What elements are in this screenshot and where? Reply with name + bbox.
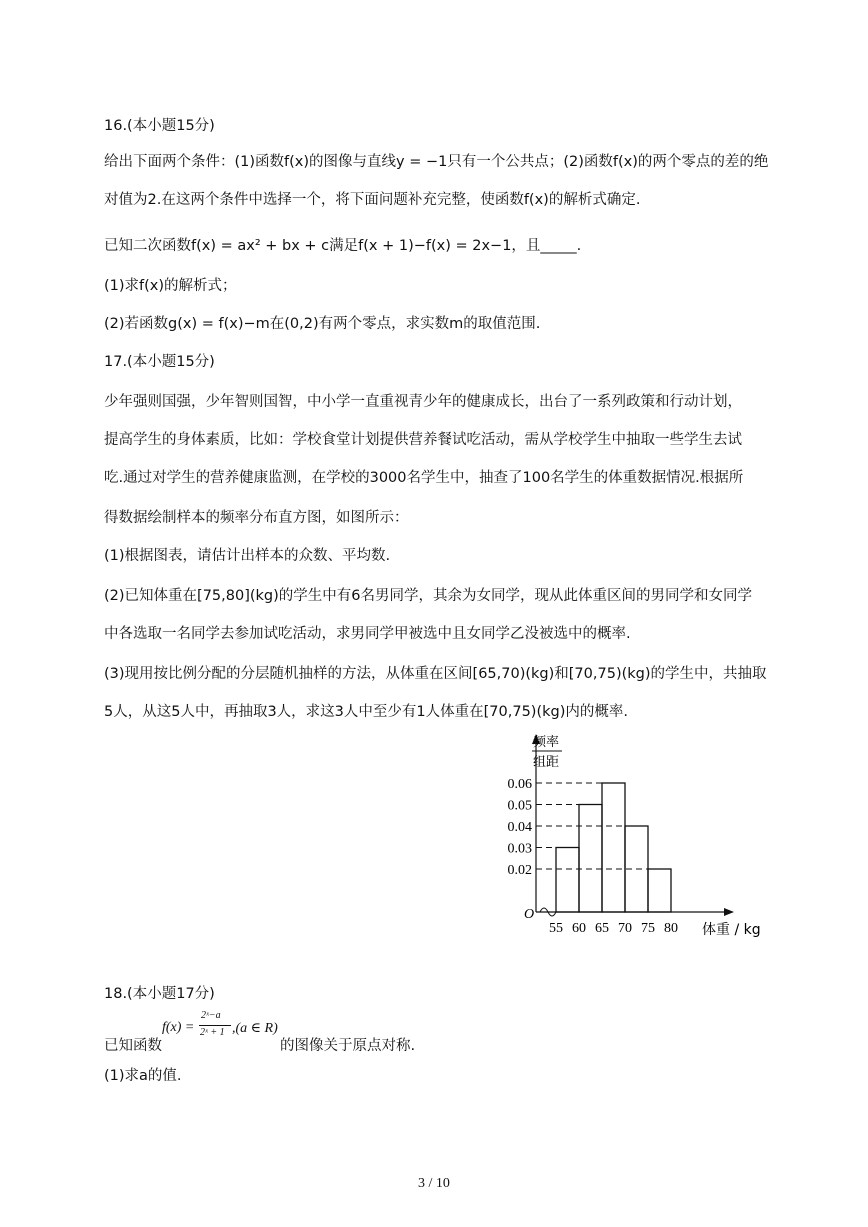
q18-fraction-bar [199, 1025, 231, 1026]
y-label-denominator: 组距 [532, 755, 560, 770]
q16-part1: (1)求f(x)的解析式； [104, 278, 237, 294]
y-label-numerator: 频率 [532, 735, 560, 750]
q17-header: 17.(本小题15分) [104, 354, 215, 370]
x-axis-label: 体重 / kg [702, 922, 761, 938]
histogram-bar-1 [556, 848, 579, 913]
y-tick-label-0.05: 0.05 [507, 798, 532, 814]
origin-label: O [524, 907, 535, 922]
q17-part3a: (3)现用按比例分配的分层随机抽样的方法，从体重在区间[65,70)(kg)和[70,75)(kg)的学生中，共抽取 [104, 666, 767, 682]
q16-part2: (2)若函数g(x) = f(x)−m在(0,2)有两个零点，求实数m的取值范围. [104, 316, 541, 332]
q18-numerator: 2ˣ−a [201, 1010, 221, 1021]
q17-part2a: (2)已知体重在[75,80](kg)的学生中有6名男同学，其余为女同学，现从此体重区间的男同学和女同学 [104, 588, 753, 604]
page-number: 3 / 10 [418, 1176, 450, 1191]
q17-line3: 吃.通过对学生的营养健康监测，在学校的3000名学生中，抽查了100名学生的体重数据情况.根据所 [104, 470, 744, 486]
q16-line1: 给出下面两个条件：(1)函数f(x)的图像与直线y = −1只有一个公共点；(2)函数f(x)的两个零点的差的绝 [104, 154, 769, 170]
x-tick-label-60: 60 [572, 921, 586, 936]
q17-line2: 提高学生的身体素质，比如：学校食堂计划提供营养餐试吃活动，需从学校学生中抽取一些学生去试 [104, 432, 742, 448]
q16-header: 16.(本小题15分) [104, 118, 215, 134]
histogram-bar-3 [602, 783, 625, 912]
q17-line1: 少年强则国强，少年智则国智，中小学一直重视青少年的健康成长，出台了一系列政策和行动计划， [104, 394, 742, 410]
q18-denominator: 2ˣ + 1 [200, 1027, 225, 1038]
q18-domain: ,(a ∈ R) [232, 1021, 278, 1036]
q16-line2: 对值为2.在这两个条件中选择一个，将下面问题补充完整，使函数f(x)的解析式确定. [104, 192, 641, 208]
q17-part2b: 中各选取一名同学去参加试吃活动，求男同学甲被选中且女同学乙没被选中的概率. [104, 626, 631, 642]
q17-part3b: 5人，从这5人中，再抽取3人，求这3人中至少有1人体重在[70,75)(kg)内的概率. [104, 704, 628, 720]
x-tick-label-70: 70 [618, 921, 632, 936]
y-tick-label-0.04: 0.04 [507, 820, 532, 835]
q18-fx: f(x) = [162, 1020, 195, 1035]
x-tick-label-55: 55 [549, 921, 563, 936]
y-tick-label-0.06: 0.06 [507, 777, 532, 792]
q18-tail: 的图像关于原点对称. [280, 1038, 416, 1054]
q18-header: 18.(本小题17分) [104, 986, 215, 1002]
q16-line3: 已知二次函数f(x) = ax² + bx + c满足f(x + 1)−f(x) = 2x−1，且_____. [104, 238, 582, 254]
x-tick-label-75: 75 [641, 921, 655, 936]
frequency-histogram [484, 722, 784, 944]
y-tick-label-0.02: 0.02 [507, 863, 532, 878]
histogram-bar-2 [579, 805, 602, 913]
x-tick-label-65: 65 [595, 921, 609, 936]
x-tick-label-80: 80 [664, 921, 678, 936]
q18-intro: 已知函数 [104, 1038, 162, 1054]
q17-part1: (1)根据图表，请估计出样本的众数、平均数. [104, 548, 391, 564]
y-tick-label-0.03: 0.03 [507, 841, 532, 857]
q18-part1: (1)求a的值. [104, 1068, 182, 1084]
x-axis-arrow [724, 908, 734, 916]
histogram-bar-5 [648, 869, 671, 912]
q17-line4: 得数据绘制样本的频率分布直方图，如图所示： [104, 510, 409, 526]
